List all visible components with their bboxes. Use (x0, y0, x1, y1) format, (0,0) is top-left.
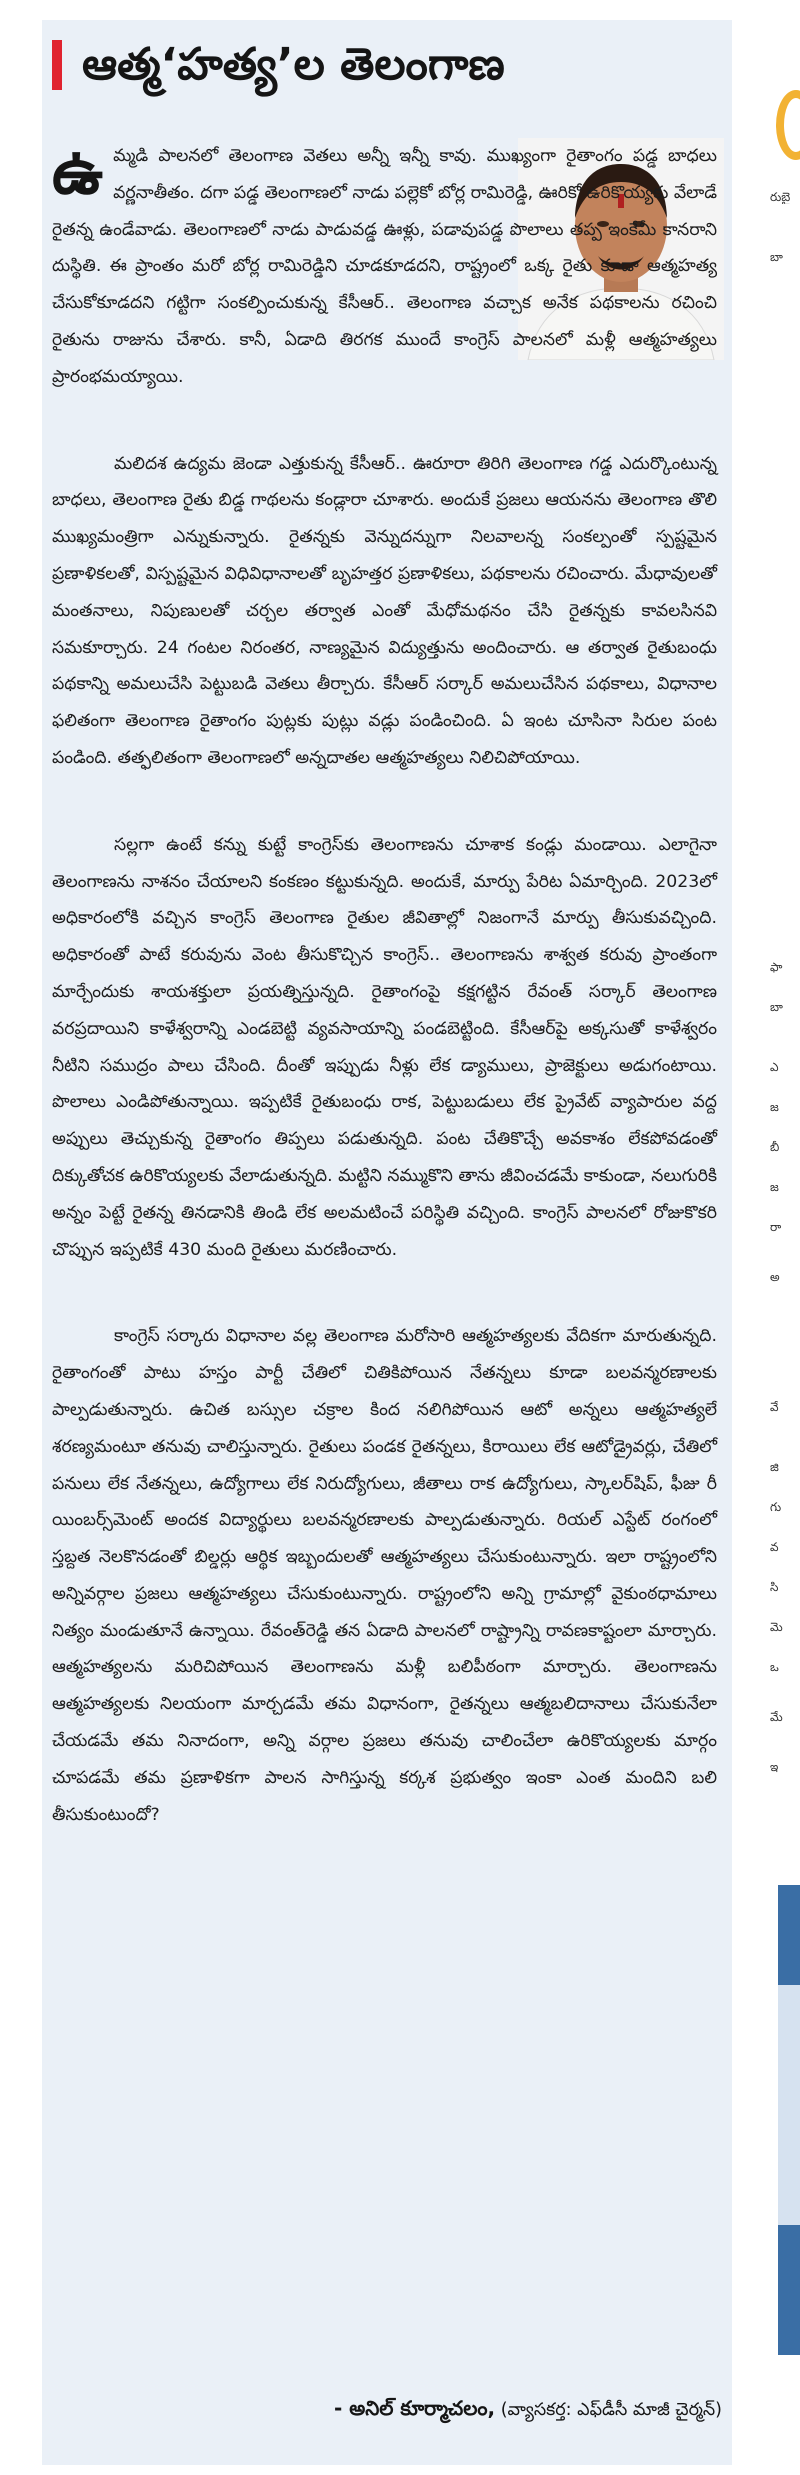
adjacent-column-fragment: జి (770, 1460, 779, 1474)
byline-designation: (వ్యాసకర్త: ఎఫ్‌డీసీ మాజీ చైర్మన్) (500, 2400, 722, 2420)
adjacent-photo-strip (778, 1885, 800, 2355)
adjacent-column-fragment: ఎ (770, 1060, 779, 1074)
adjacent-column-fragment: బా (770, 250, 783, 264)
adjacent-column-fragment: బీ (770, 1140, 780, 1154)
byline (42, 2396, 722, 2425)
article-panel (42, 20, 732, 2465)
paragraph-3: సల్లగా ఉంటే కన్ను కుట్టే కాంగ్రెస్‌కు తెలంగాణను చూశాక కండ్లు మండాయి. ఎలాగైనా తెలంగాణను నాశనం చేయాలని కంకణం కట్టుకున్నది. అందుకే, మార్పు పేరిట ఏమార్చింది. 2023లో అధికారంలోకి వచ్చిన కాంగ్రెస్ తెలంగాణ రైతుల జీవితాల్లో నిజంగానే మార్పు తీసుకువచ్చింది. అధికారంతో పాటే కరువును వెంట తీసుకొచ్చిన కాంగ్రెస్.. తెలంగాణను శాశ్వత కరువు ప్రాంతంగా మార్చేందుకు శాయశక్తులా ప్రయత్నిస్తున్నది. రైతాంగంపై కక్షగట్టిన రేవంత్ సర్కార్ తెలంగాణ వరప్రదాయిని కాళేశ్వరాన్ని ఎండబెట్టి వ్యవసాయాన్ని పండబెట్టింది. కేసీఆర్‌పై అక్కసుతో కాళేశ్వరం నీటిని సముద్రం పాలు చేసింది. దీంతో ఇప్పుడు నీళ్లు లేక డ్యాములు, ప్రాజెక్టులు అడుగంటాయి. పొలాలు ఎండిపోతున్నాయి. ఇప్పటికే రైతుబంధు రాక, పెట్టుబడులు లేక ప్రైవేట్ వ్యాపారుల వద్ద అప్పులు తెచ్చుకున్న రైతాంగం తిప్పలు పడుతున్నది. పంట చేతికొచ్చే అవకాశం లేకపోవడంతో దిక్కుతోచక ఉరికొయ్యలకు వేలాడుతున్నది. మట్టిని నమ్ముకొని తాను జీవించడమే కాకుండా, నలుగురికి అన్నం పెట్టే రైతన్న తినడానికి తిండి లేక అలమటించే పరిస్థితి వచ్చింది. కాంగ్రెస్ పాలనలో రోజుకొకరి చొప్పున ఇప్పటికే 430 మంది రైతులు మరణించారు. (52, 834, 717, 1260)
adjacent-column-fragment: అ (770, 1270, 780, 1284)
drop-cap: ఉ (52, 135, 104, 209)
adjacent-column-fragment: ఇ (770, 1760, 779, 1774)
adjacent-column-fragment: ఫా (770, 960, 783, 974)
article-body (52, 135, 717, 1883)
byline-author: - అనిల్ కూర్మాచలం, (333, 2396, 496, 2420)
adjacent-column-fragment: వే (770, 1400, 779, 1414)
adjacent-column-fragment: బా (770, 1000, 783, 1014)
paragraph-1 (52, 135, 717, 396)
paragraph-2: మలిదశ ఉద్యమ జెండా ఎత్తుకున్న కేసీఆర్.. ఊరూరా తిరిగి తెలంగాణ గడ్డ ఎదుర్కొంటున్న బాధలు, తెలంగాణ రైతు బిడ్డ గాథలను కండ్లారా చూశారు. అందుకే ప్రజలు ఆయనను తెలంగాణ తొలి ముఖ్యమంత్రిగా ఎన్నుకున్నారు. రైతన్నకు వెన్నుదన్నుగా నిలవాలన్న సంకల్పంతో స్పష్టమైన ప్రణాళికలతో, విస్పష్టమైన విధివిధానాలతో బృహత్తర ప్రణాళికలు, పథకాలను రచించారు. మేధావులతో మంతనాలు, నిపుణులతో చర్చల తర్వాత ఎంతో మేధోమథనం చేసి రైతన్నకు కావలసినవి సమకూర్చారు. 24 గంటల నిరంతర, నాణ్యమైన విద్యుత్తును అందించారు. ఆ తర్వాత రైతుబంధు పథకాన్ని అమలుచేసి పెట్టుబడి వెతలు తీర్చారు. కేసీఆర్ సర్కార్ అమలుచేసిన పథకాలు, విధానాల ఫలితంగా తెలంగాణ రైతాంగం పుట్లకు పుట్లు వడ్లు పండించింది. ఏ ఇంట చూసినా సిరుల పంట పండింది. తత్ఫలితంగా తెలంగాణలో అన్నదాతల ఆత్మహత్యలు నిలిచిపోయాయి. (52, 453, 717, 768)
adjacent-column-fragment: సి (770, 1580, 779, 1594)
adjacent-column-fragment: రా (770, 1220, 782, 1234)
adjacent-column-fragment: రుబై (770, 190, 791, 204)
adjacent-column-strip (740, 20, 800, 2475)
paragraph-4: కాంగ్రెస్ సర్కారు విధానాల వల్ల తెలంగాణ మరోసారి ఆత్మహత్యలకు వేదికగా మారుతున్నది. రైతాంగంతో పాటు హస్తం పార్టీ చేతిలో చితికిపోయిన నేతన్నలు కూడా బలవన్మరణాలకు పాల్పడుతున్నారు. ఉచిత బస్సుల చక్రాల కింద నలిగిపోయిన ఆటో అన్నలు ఆత్మహత్యలే శరణ్యమంటూ తనువు చాలిస్తున్నారు. రైతులు పండక రైతన్నలు, కిరాయిలు లేక ఆటోడ్రైవర్లు, చేతిలో పనులు లేక నేతన్నలు, ఉద్యోగాలు లేక నిరుద్యోగులు, జీతాలు రాక ఉద్యోగులు, స్కాలర్‌షిప్, ఫీజు రీ యింబర్స్‌మెంట్ అందక విద్యార్థులు బలవన్మరణాలకు పాల్పడుతున్నారు. రియల్ ఎస్టేట్ రంగంలో స్తబ్దత నెలకొనడంతో బిల్డర్లు ఆర్థిక ఇబ్బందులతో ఆత్మహత్యలు చేసుకుంటున్నారు. ఇలా రాష్ట్రంలోని అన్నివర్గాల ప్రజలు ఆత్మహత్యలు చేసుకుంటున్నారు. రాష్ట్రంలోని అన్ని గ్రామాల్లో వైకుంఠధామాలు నిత్యం మండుతూనే ఉన్నాయి. రేవంత్‌రెడ్డి తన ఏడాది పాలనలో రాష్ట్రాన్ని రావణకాష్టంలా మార్చారు. ఆత్మహత్యలను మరిచిపోయిన తెలంగాణను మళ్లీ బలిపీఠంగా మార్చారు. తెలంగాణను ఆత్మహత్యలకు నిలయంగా మార్చడమే తమ విధానంగా, రైతన్నలు ఆత్మబలిదానాలు చేసుకునేలా చేయడమే తమ నినాదంగా, అన్ని వర్గాల ప్రజలు తనువు చాలించేలా ఉరికొయ్యలకు మార్గం చూపడమే తమ ప్రణాళికగా పాలన సాగిస్తున్న కర్కశ ప్రభుత్వం ఇంకా ఎంత మందిని బలి తీసుకుంటుందో? (52, 1326, 717, 1825)
adjacent-column-fragment: వ (770, 1540, 779, 1554)
adjacent-column-fragment: జ (770, 1180, 779, 1194)
adjacent-logo-icon (776, 90, 800, 160)
adjacent-column-fragment: గు (770, 1500, 782, 1514)
adjacent-column-fragment: మే (770, 1710, 783, 1724)
paragraph-1-text: మ్మడి పాలనలో తెలంగాణ వెతలు అన్నీ ఇన్నీ కావు. ముఖ్యంగా రైతాంగం పడ్డ బాధలు వర్ణనాతీతం. దగా పడ్డ తెలంగాణలో నాడు పల్లెకో బోర్ల రామిరెడ్డి, ఊరికో ఉరికొయ్యకు వేలాడే రైతన్న ఉండేవాడు. తెలంగాణలో నాడు పాడువడ్డ ఊళ్లు, పడావుపడ్డ పొలాలు తప్ప ఇంకేమీ కానరాని దుస్థితి. ఈ ప్రాంతం మరో బోర్ల రామిరెడ్డిని చూడకూడదని, రాష్ట్రంలో ఒక్క రైతు కూడా ఆత్మహత్య చేసుకోకూడదని గట్టిగా సంకల్పించుకున్న కేసీఆర్.. తెలంగాణ వచ్చాక అనేక పథకాలను రచించి రైతును రాజును చేశారు. కానీ, ఏడాది తిరగక ముందే కాంగ్రెస్ పాలనలో మళ్లీ ఆత్మహత్యలు ప్రారంభమయ్యాయి. (52, 146, 717, 387)
headline: ఆత్మ‘హత్య’ల తెలంగాణ (82, 38, 505, 90)
headline-row (52, 40, 722, 90)
headline-accent-bar (52, 40, 62, 90)
adjacent-column-fragment: జ (770, 1100, 779, 1114)
adjacent-column-fragment: మె (770, 1620, 783, 1634)
adjacent-column-fragment: ఒ (770, 1660, 779, 1674)
